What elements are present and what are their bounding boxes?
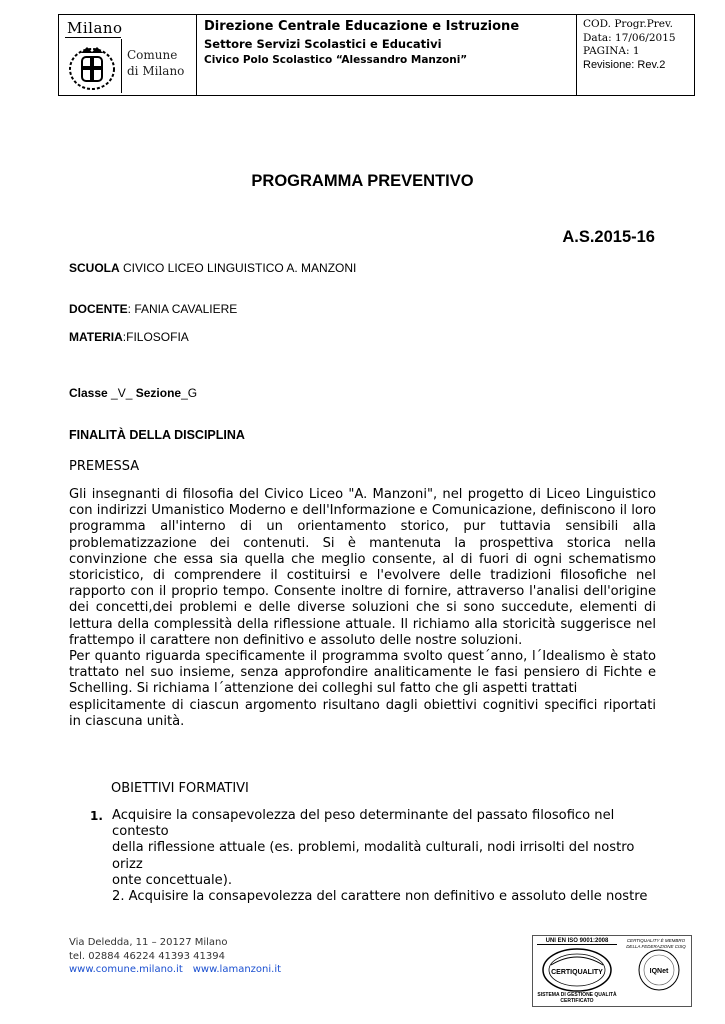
field-materia <box>69 330 189 344</box>
field-docente-value: : FANIA CAVALIERE <box>127 302 238 316</box>
logo-comune-line2: di Milano <box>127 64 185 78</box>
header-title: Direzione Centrale Educazione e Istruzione <box>204 19 520 34</box>
footer-street: Via Deledda, 11 – 20127 Milano <box>69 937 228 948</box>
list-line-3: onte concettuale). <box>112 872 232 888</box>
logo-vertical-divider <box>121 39 122 93</box>
footer-link-manzoni[interactable]: www.lamanzoni.it <box>192 964 282 975</box>
footer-phone: tel. 02884 46224 41393 41394 <box>69 950 225 962</box>
list-number: 1. <box>90 809 103 823</box>
header-date: Data: 17/06/2015 <box>583 31 676 44</box>
header-revision: Revisione: Rev.2 <box>583 58 666 71</box>
field-sezione-label: Sezione <box>135 386 182 400</box>
page-title: PROGRAMMA PREVENTIVO <box>251 172 474 190</box>
field-scuola-value: CIVICO LICEO LINGUISTICO A. MANZONI <box>119 261 357 275</box>
header-title-block <box>197 15 577 95</box>
field-scuola <box>69 261 356 275</box>
field-docente-label: DOCENTE <box>69 302 128 316</box>
cert-logo-icon <box>539 947 689 993</box>
section-title: FINALITÀ DELLA DISCIPLINA <box>69 428 245 442</box>
logo-comune-line1: Comune <box>127 48 178 62</box>
cert-iqnet: IQNet <box>649 968 669 975</box>
list-item-text <box>112 808 660 905</box>
body-paragraph-1: Gli insegnanti di filosofia del Civico Liceo "A. Manzoni", nel progetto di Liceo Linguistico con indirizzi Umanistico Moderno e dell'Informazione e Comunicazione, definiscono il loro programma all'interno di un orientamento storico, pur tuttavia sensibili alla problematizzazione dei contenuti. Si è mantenuta la prospettiva storica nella convinzione che essa sia quella che meglio consente, al di fuori di ogni schematismo storicistico, di comprendere il costituirsi e l'evolvere delle tradizioni filosofiche nel rapporto con il proprio tempo. Consente inoltre di fornire, attraverso l'analisi dell'origine dei concetti,dei problemi e delle diverse soluzioni che si sono succedute, elementi di lettura della complessità della riflessione attuale. Il richiamo alla storicità suggerisce nel frattempo il carattere non definitivo e assoluto delle nostre soluzioni. <box>69 487 656 648</box>
footer-link-comune[interactable]: www.comune.milano.it <box>69 964 183 975</box>
body-paragraph-2: Per quanto riguarda specificamente il programma svolto quest´anno, l´Idealismo è stato trattato nel suo insieme, senza approfondire analiticamente le fasi pensiero di Fichte e Schelling. Si richiama l´attenzione dei colleghi sul fatto che gli aspetti trattati <box>69 649 656 697</box>
logo-comune-text <box>127 47 184 79</box>
field-docente <box>69 302 237 316</box>
field-classe <box>69 386 197 400</box>
body-paragraph-3: esplicitamente di ciascun argomento risultano dagli obiettivi cognitivi specifici riportati in ciascuna unità. <box>69 697 656 729</box>
logo-city-name: Milano <box>67 19 123 37</box>
body-text <box>69 487 656 730</box>
comune-logo <box>59 15 197 95</box>
logo-divider <box>65 37 121 38</box>
school-year: A.S.2015-16 <box>562 228 655 246</box>
field-classe-value: _V_ <box>107 386 136 400</box>
list-line-2: della riflessione attuale (es. problemi, modalità culturali, nodi irrisolti del nostro orizz <box>112 840 635 872</box>
cert-brand: CERTIQUALITY <box>551 969 603 976</box>
field-sezione-value: _G <box>181 386 198 400</box>
field-materia-value: :FILOSOFIA <box>122 330 189 344</box>
cert-caption: SISTEMA DI GESTIONE QUALITÀ CERTIFICATO <box>537 992 617 1004</box>
objectives-list <box>90 808 660 905</box>
header-page: PAGINA: 1 <box>583 45 640 57</box>
list-line-4: 2. Acquisire la consapevolezza del carattere non definitivo e assoluto delle nostre <box>112 889 648 905</box>
footer-links <box>69 963 291 977</box>
field-classe-label: Classe <box>69 386 108 400</box>
field-scuola-label: SCUOLA <box>69 261 120 275</box>
list-line-1: Acquisire la consapevolezza del peso determinante del passato filosofico nel contesto <box>112 808 615 840</box>
header-cod: COD. Progr.Prev. <box>583 18 674 30</box>
certification-badge <box>532 935 692 1007</box>
obiettivi-heading: OBIETTIVI FORMATIVI <box>111 781 249 796</box>
document-header <box>58 14 695 96</box>
premessa-heading: PREMESSA <box>69 459 140 474</box>
field-materia-label: MATERIA <box>69 330 123 344</box>
footer-address <box>69 936 291 977</box>
cert-subtext: CERTIQUALITY È MEMBRO DELLA FEDERAZIONE CISQ <box>626 938 686 949</box>
cert-header: UNI EN ISO 9001:2008 <box>537 938 617 945</box>
header-meta-block <box>577 15 694 95</box>
header-school: Civico Polo Scolastico “Alessandro Manzoni” <box>204 54 468 66</box>
header-subtitle: Settore Servizi Scolastici e Educativi <box>204 37 442 51</box>
milano-crest-icon <box>67 43 117 91</box>
